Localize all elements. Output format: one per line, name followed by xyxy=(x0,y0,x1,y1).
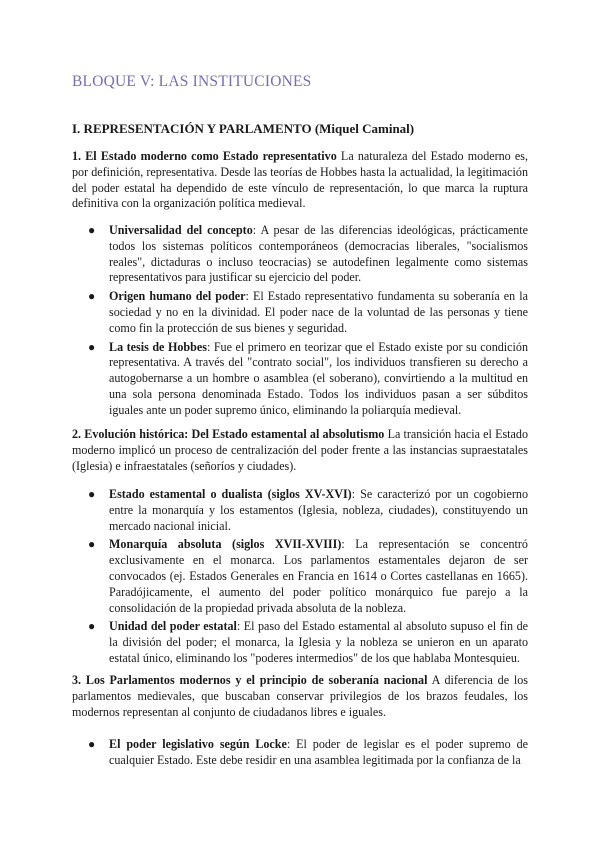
list-item xyxy=(72,487,528,534)
bullet-text: : El paso del Estado estamental al absoluto supuso el fin de la división del poder; el monarca, la Iglesia y la nobleza se unieron en un aparato estatal único, eliminando los "poderes intermedios" de los que hablaba Montesquieu. xyxy=(109,619,528,665)
section-author: (Miquel Caminal) xyxy=(314,121,415,136)
section-title xyxy=(72,121,414,137)
bullet-icon: ● xyxy=(88,339,96,354)
bullet-label: Estado estamental o dualista (siglos XV-XVI) xyxy=(109,487,352,501)
bullet-icon: ● xyxy=(88,289,96,304)
bullet-label: Monarquía absoluta (siglos XVII-XVIII) xyxy=(109,537,342,552)
bullet-icon: ● xyxy=(88,537,96,552)
bullet-icon: ● xyxy=(88,223,96,237)
s2-bullet-list xyxy=(72,487,528,670)
s1-heading: 1. El Estado moderno como Estado representativo xyxy=(72,149,337,163)
bullet-icon: ● xyxy=(88,619,96,634)
s3-paragraph xyxy=(72,673,528,720)
s2-paragraph xyxy=(72,427,528,474)
list-item xyxy=(72,737,528,769)
s1-bullet-list xyxy=(72,223,528,422)
bullet-text: : El poder de legislar es el poder supremo de cualquier Estado. Este debe residir en una asamblea legitimada por la confianza de la xyxy=(109,737,528,767)
bullet-icon: ● xyxy=(88,487,96,501)
list-item xyxy=(72,619,528,666)
bullet-label: Unidad del poder estatal xyxy=(109,619,237,634)
list-item xyxy=(72,340,528,419)
section-title-text: I. REPRESENTACIÓN Y PARLAMENTO xyxy=(72,121,312,136)
bullet-text: : El Estado representativo fundamenta su soberanía en la sociedad y no en la divinidad. El poder nace de la voluntad de las personas y tiene como fin la protección de sus bienes y seguridad. xyxy=(109,289,528,335)
bullet-text: : Fue el primero en teorizar que el Estado existe por su condición representativa. A través del "contrato social", los individuos transfieren su derecho a autogobernarse a un hombre o asamblea (el soberano), convirtiendo a la multitud en una sola persona denominada Estado. Todos los individuos pasan a ser súbditos iguales ante un poder supremo único, eliminando la poliarquía medieval. xyxy=(109,339,528,417)
s3-text: A diferencia de los parlamentos medievales, que buscaban conservar privilegios de los brazos feudales, los modernos representan al conjunto de ciudadanos libres e iguales. xyxy=(72,673,528,719)
s1-paragraph xyxy=(72,149,528,212)
s1-text: La naturaleza del Estado moderno es, por definición, representativa. Desde las teorías de Hobbes hasta la actualidad, la legitimación del poder estatal ha dependido de este vínculo de representación, lo que marca la ruptura definitiva con la organización política medieval. xyxy=(72,149,528,211)
list-item xyxy=(72,223,528,286)
s2-heading: 2. Evolución histórica: Del Estado estamental al absolutismo xyxy=(72,427,385,441)
bullet-label: Origen humano del poder xyxy=(109,289,246,304)
bullet-text: : La representación se concentró exclusivamente en el monarca. Los parlamentos estamentales dejaron de ser convocados (ej. Estados Generales en Francia en 1614 o Cortes castellanas en 1665). Paradójicamente, el aumento del poder político monárquico fue parejo a la consolidación de la propiedad privada absoluta de la nobleza. xyxy=(109,537,528,615)
bullet-icon: ● xyxy=(88,737,96,751)
block-title: BLOQUE V: LAS INSTITUCIONES xyxy=(72,73,312,90)
bullet-label: Universalidad del concepto xyxy=(109,223,253,237)
s3-bullet-list xyxy=(72,737,528,772)
list-item xyxy=(72,537,528,616)
s2-text: La transición hacia el Estado moderno implicó un proceso de centralización del poder frente a las instancias supraestatales (Iglesia) e infraestatales (señoríos y ciudades). xyxy=(72,427,528,473)
list-item xyxy=(72,289,528,336)
bullet-label: El poder legislativo según Locke xyxy=(109,737,287,751)
bullet-text: : A pesar de las diferencias ideológicas, prácticamente todos los sistemas políticos contemporáneos (democracias liberales, "socialismos reales", dictaduras o incluso teocracias) se autodefinen legalmente como sistemas representativos para justificar su ejercicio del poder. xyxy=(109,223,528,285)
s3-heading: 3. Los Parlamentos modernos y el principio de soberanía nacional xyxy=(72,673,428,687)
bullet-text: : Se caracterizó por un cogobierno entre la monarquía y los estamentos (Iglesia, nobleza, ciudades), constituyendo un mercado nacional inicial. xyxy=(109,487,528,533)
bullet-label: La tesis de Hobbes xyxy=(109,339,207,354)
